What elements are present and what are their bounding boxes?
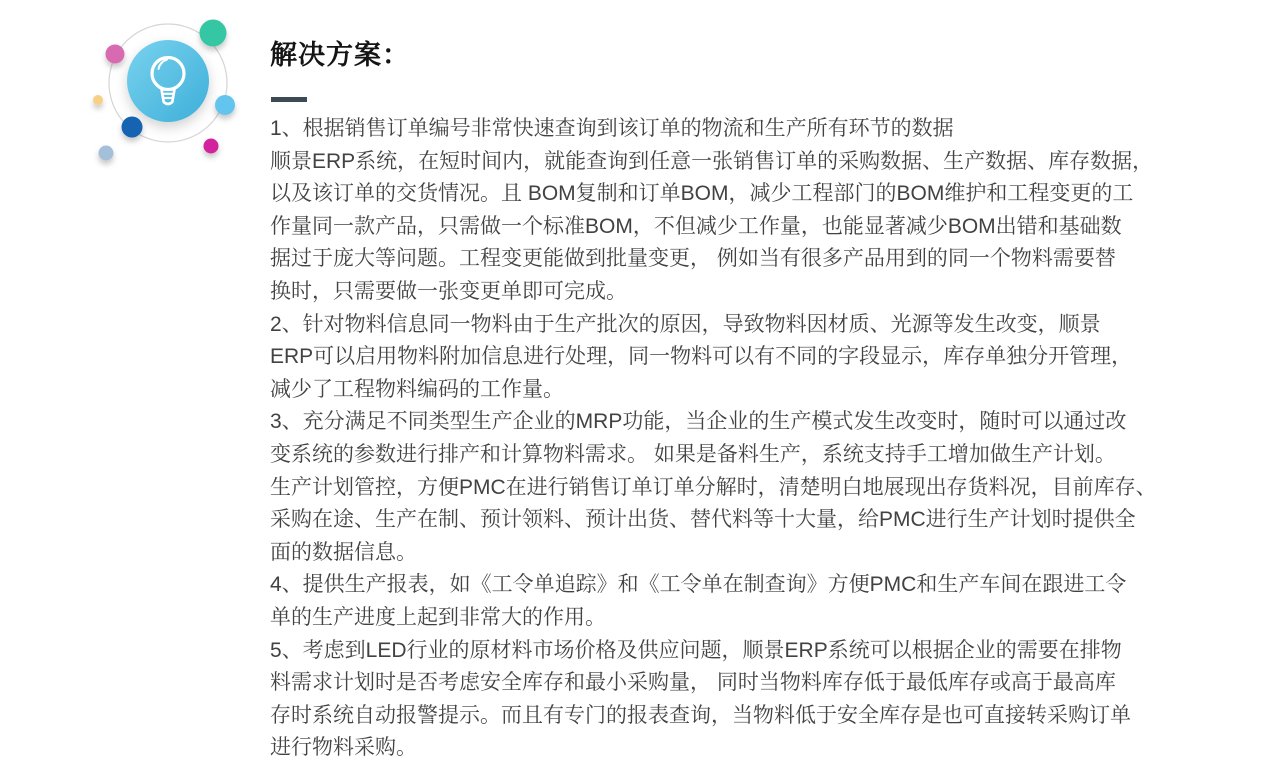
- body-line: 5、考虑到LED行业的原材料市场价格及供应问题，顺景ERP系统可以根据企业的需要在排物: [270, 638, 1122, 662]
- dot-yellow-icon: [93, 95, 103, 105]
- solution-body: [270, 113, 1210, 765]
- dot-grayblue-icon: [99, 146, 114, 161]
- body-line: 以及该订单的交货情况。且 BOM复制和订单BOM，减少工程部门的BOM维护和工程变更的工: [270, 182, 1134, 206]
- body-line: ERP可以启用物料附加信息进行处理，同一物料可以有不同的字段显示，库存单独分开管理，: [270, 345, 1133, 369]
- dot-teal-icon: [200, 20, 227, 47]
- dot-darkblue-icon: [122, 117, 143, 138]
- lightbulb-icon: [0, 0, 260, 190]
- body-line: 料需求计划时是否考虑安全库存和最小采购量， 同时当物料库存低于最低库存或高于最高库: [270, 671, 1116, 695]
- solution-section: [270, 40, 1220, 765]
- badge-circle: [127, 40, 209, 122]
- body-line: 单的生产进度上起到非常大的作用。: [270, 605, 606, 629]
- dot-magenta-icon: [204, 139, 219, 154]
- body-line: 减少了工程物料编码的工作量。: [270, 377, 564, 401]
- dot-lightblue-icon: [215, 95, 235, 115]
- dot-pink-icon: [106, 45, 125, 64]
- body-line: 变系统的参数进行排产和计算物料需求。 如果是备料生产，系统支持手工增加做生产计划。: [270, 442, 1116, 466]
- body-line: 换时，只需要做一张变更单即可完成。: [270, 279, 627, 303]
- body-line: 3、充分满足不同类型生产企业的MRP功能，当企业的生产模式发生改变时，随时可以通过改: [270, 410, 1127, 434]
- body-line: 生产计划管控，方便PMC在进行销售订单订单分解时，清楚明白地展现出存货料况，目前库存、: [270, 475, 1157, 499]
- body-line: 存时系统自动报警提示。而且有专门的报表查询，当物料低于安全库存是也可直接转采购订单: [270, 703, 1131, 727]
- title-underline-divider: [271, 97, 307, 102]
- body-line: 作量同一款产品，只需做一个标准BOM，不但减少工作量，也能显著减少BOM出错和基础数: [270, 214, 1122, 238]
- body-line: 进行物料采购。: [270, 736, 417, 760]
- body-line: 据过于庞大等问题。工程变更能做到批量变更， 例如当有很多产品用到的同一个物料需要替: [270, 247, 1116, 271]
- body-line: 4、提供生产报表，如《工令单追踪》和《工令单在制查询》方便PMC和生产车间在跟进工令: [270, 573, 1127, 597]
- section-title: 解决方案：: [270, 40, 410, 70]
- body-line: 采购在途、生产在制、预计领料、预计出货、替代料等十大量，给PMC进行生产计划时提供全: [270, 508, 1136, 532]
- body-line: 顺景ERP系统，在短时间内，就能查询到任意一张销售订单的采购数据、生产数据、库存数据，: [270, 149, 1154, 173]
- body-line: 面的数据信息。: [270, 540, 417, 564]
- body-line: 1、根据销售订单编号非常快速查询到该订单的物流和生产所有环节的数据: [270, 117, 954, 140]
- body-line: 2、针对物料信息同一物料由于生产批次的原因，导致物料因材质、光源等发生改变，顺景: [270, 312, 1101, 336]
- solution-icon: [0, 0, 260, 190]
